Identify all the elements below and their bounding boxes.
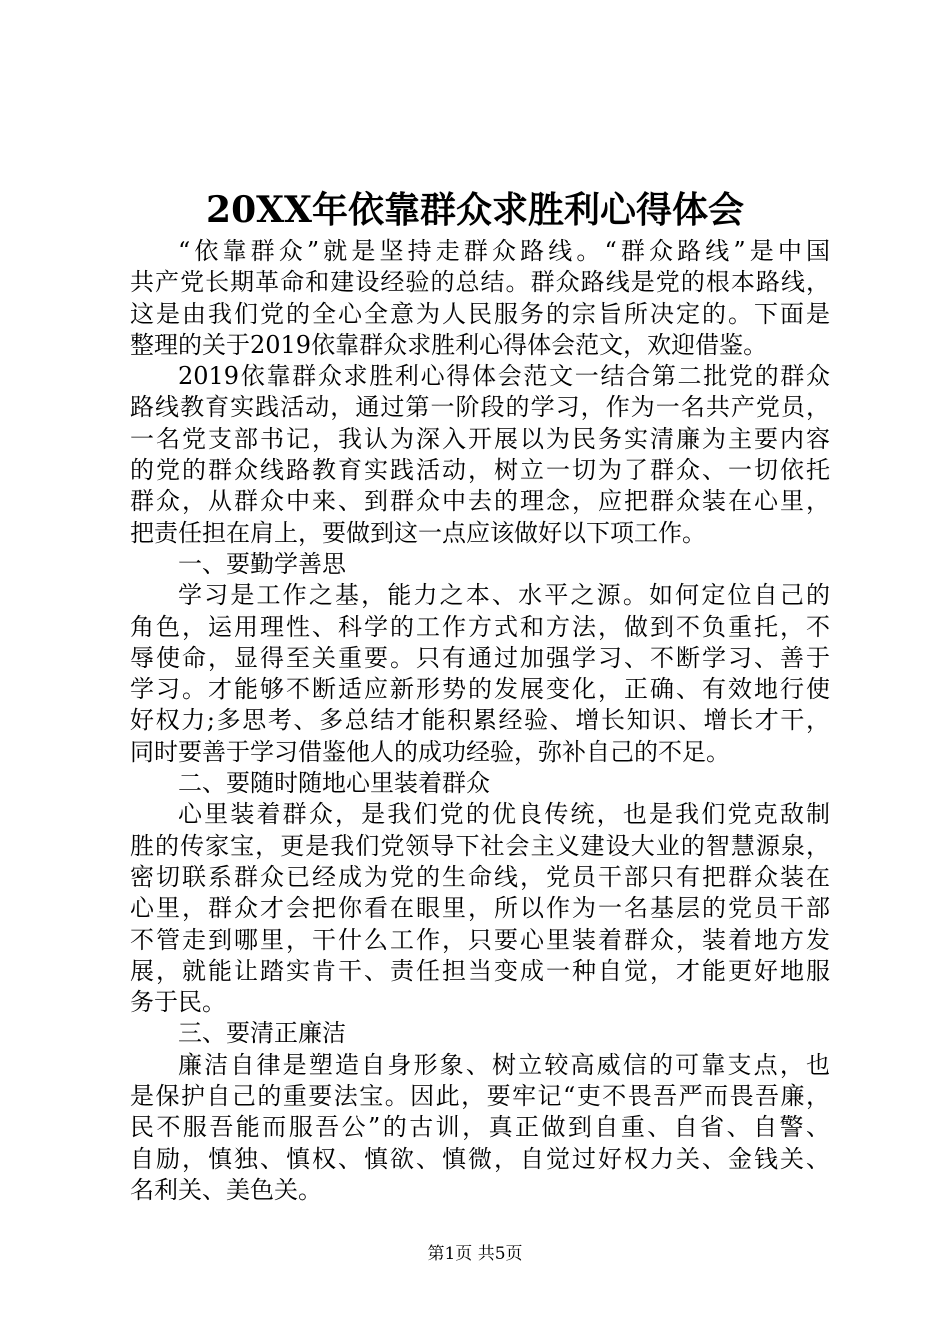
text-line: 好权力;多思考、多总结才能积累经验、增长知识、增长才干， bbox=[130, 706, 830, 735]
text-line: 密切联系群众已经成为党的生命线，党员干部只有把群众装在 bbox=[130, 862, 830, 891]
text-line: 群众，从群众中来、到群众中去的理念，应把群众装在心里， bbox=[130, 487, 830, 516]
text-line: 学习。才能够不断适应新形势的发展变化，正确、有效地行使 bbox=[130, 675, 830, 704]
text-line: 这是由我们党的全心全意为人民服务的宗旨所决定的。下面是 bbox=[130, 299, 830, 328]
text-line: 展，就能让踏实肯干、责任担当变成一种自觉，才能更好地服 bbox=[130, 956, 830, 985]
text-line: 民不服吾能而服吾公”的古训，真正做到自重、自省、自警、 bbox=[130, 1113, 830, 1142]
page-number-footer: 第1页 共5页 bbox=[427, 1244, 523, 1264]
text-line: 的党的群众线路教育实践活动，树立一切为了群众、一切依托 bbox=[130, 456, 830, 485]
text-line: 廉洁自律是塑造自身形象、树立较高威信的可靠支点，也 bbox=[178, 1050, 830, 1079]
section-heading: 二、要随时随地心里装着群众 bbox=[178, 769, 490, 798]
text-line: 名利关、美色关。 bbox=[130, 1175, 322, 1204]
document-body bbox=[130, 236, 830, 1206]
text-line: 自励，慎独、慎权、慎欲、慎微，自觉过好权力关、金钱关、 bbox=[130, 1144, 830, 1173]
section-heading: 一、要勤学善思 bbox=[178, 549, 346, 578]
text-line: 路线教育实践活动，通过第一阶段的学习，作为一名共产党员， bbox=[130, 393, 830, 422]
section-heading: 三、要清正廉洁 bbox=[178, 1019, 346, 1048]
text-line: 同时要善于学习借鉴他人的成功经验，弥补自己的不足。 bbox=[130, 737, 730, 766]
text-line: 是保护自己的重要法宝。因此，要牢记“吏不畏吾严而畏吾廉， bbox=[130, 1082, 830, 1111]
text-line: 心里装着群众，是我们党的优良传统，也是我们党克敌制 bbox=[178, 800, 830, 829]
text-line: 角色，运用理性、科学的工作方式和方法，做到不负重托，不 bbox=[130, 612, 830, 641]
text-line: 务于民。 bbox=[130, 988, 226, 1017]
text-line: 整理的关于2019依靠群众求胜利心得体会范文，欢迎借鉴。 bbox=[130, 330, 768, 359]
text-line: 共产党长期革命和建设经验的总结。群众路线是党的根本路线， bbox=[130, 268, 830, 297]
text-line: 胜的传家宝，更是我们党领导下社会主义建设大业的智慧源泉， bbox=[130, 831, 830, 860]
text-line: “依靠群众”就是坚持走群众路线。“群众路线”是中国 bbox=[178, 237, 830, 265]
text-line: 学习是工作之基，能力之本、水平之源。如何定位自己的 bbox=[178, 581, 830, 610]
text-line: 心里，群众才会把你看在眼里，所以作为一名基层的党员干部 bbox=[130, 894, 830, 923]
document-title: 20XX年依靠群众求胜利心得体会 bbox=[206, 189, 744, 231]
text-line: 2019依靠群众求胜利心得体会范文一结合第二批党的群众 bbox=[178, 362, 830, 391]
text-line: 一名党支部书记，我认为深入开展以为民务实清廉为主要内容 bbox=[130, 424, 830, 453]
text-line: 不管走到哪里，干什么工作，只要心里装着群众，装着地方发 bbox=[130, 925, 830, 954]
text-line: 把责任担在肩上，要做到这一点应该做好以下项工作。 bbox=[130, 518, 706, 547]
text-line: 辱使命，显得至关重要。只有通过加强学习、不断学习、善于 bbox=[130, 643, 830, 672]
